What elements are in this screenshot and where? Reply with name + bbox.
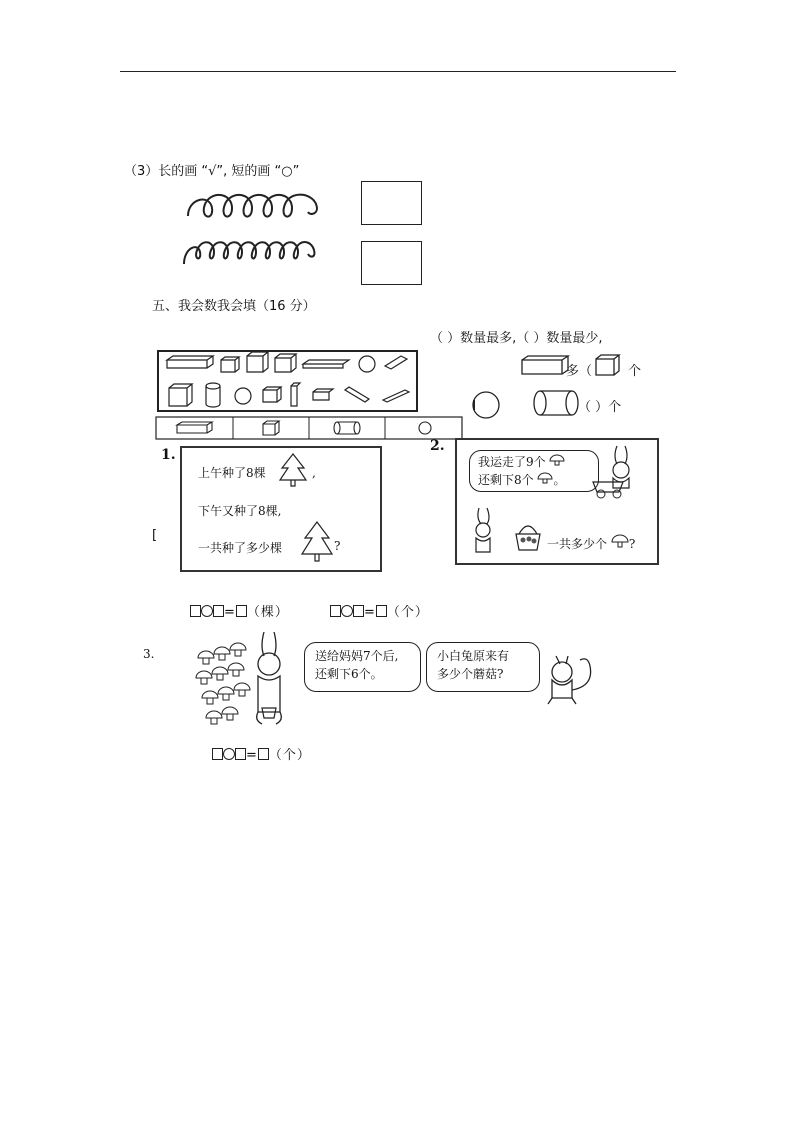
answer-box[interactable] (236, 605, 247, 617)
squirrel-illustration (540, 650, 596, 710)
p3-bubble-2 (426, 642, 540, 692)
p3-bubble-1 (304, 642, 421, 692)
p3-bubble1-line1: 送给妈妈7个后, (315, 649, 399, 663)
tree-icon (278, 452, 308, 490)
p2-bubble-end: 。 (553, 473, 566, 487)
fill-row2-text: （ ）个 (578, 400, 622, 415)
p1-comma: , (312, 466, 316, 480)
p1-line1: 上午种了8棵 (198, 466, 266, 480)
blank-box[interactable] (353, 605, 364, 617)
rabbit-illustration (465, 506, 505, 558)
mushroom-icon-3 (611, 534, 629, 548)
answer-box-1[interactable] (361, 181, 422, 225)
mushroom-icon (549, 454, 565, 466)
equals-sign: = (224, 605, 236, 620)
mushrooms-rabbit-illustration (192, 628, 300, 730)
p2-qmark: ? (628, 537, 636, 551)
shapes-panel (155, 348, 420, 414)
answer-box[interactable] (376, 605, 387, 617)
fill-row1-unit: 个 (628, 364, 642, 379)
p3-bubble2-line2: 多少个蘑菇? (437, 667, 504, 681)
p2-bubble-line1: 我运走了9个 (478, 455, 546, 469)
p2-question (547, 534, 635, 552)
blank-box[interactable] (330, 605, 341, 617)
p2-bubble-line2: 还剩下8个 (478, 473, 534, 487)
count-question: （ ）数量最多,（ ）数量最少, (430, 331, 603, 346)
equation-3 (212, 744, 311, 763)
blank-box[interactable] (212, 748, 223, 760)
cube-icon (594, 353, 622, 377)
problem3-number: 3. (143, 647, 155, 661)
unit-label: （个） (268, 748, 311, 763)
p3-bubble1-line2: 还剩下6个。 (315, 667, 383, 681)
count-table (155, 416, 465, 442)
blank-box[interactable] (190, 605, 201, 617)
mushroom-icon-2 (537, 472, 553, 484)
p3-bubble2-line1: 小白兔原来有 (437, 649, 510, 663)
sphere-icon (468, 388, 504, 422)
operator-circle[interactable] (201, 605, 213, 617)
cylinder-icon (530, 388, 582, 418)
section5-title: 五、我会数我会填（16 分） (152, 299, 316, 314)
long-spiral-dense (180, 234, 330, 270)
operator-circle[interactable] (341, 605, 353, 617)
q3-label: （3）长的画 “√”, 短的画 “○” (124, 164, 300, 179)
problem2-number: 2. (430, 438, 445, 454)
operator-circle[interactable] (223, 748, 235, 760)
equals-sign: = (246, 748, 258, 763)
problem1-number: 1. (161, 447, 176, 463)
cuboid-icon (520, 354, 572, 376)
equation-2 (330, 601, 429, 620)
p2-bubble (469, 450, 599, 492)
p1-line2: 下午又种了8棵, (198, 504, 282, 518)
unit-label: （棵） (246, 605, 289, 620)
basket-illustration (513, 518, 543, 554)
problem2-picture (455, 438, 659, 565)
p2-question-text: 一共多少个 (547, 537, 608, 551)
fill-row1-text: 多（ (566, 364, 593, 379)
p1-line3: 一共种了多少棵 (198, 541, 283, 555)
blank-box[interactable] (213, 605, 224, 617)
rabbit-cart-illustration (589, 444, 651, 502)
long-spiral-short (180, 188, 330, 228)
p1-qmark: ? (334, 539, 341, 553)
stray-bracket: [ (152, 528, 158, 543)
unit-label: （个） (386, 605, 429, 620)
equals-sign: = (364, 605, 376, 620)
header-rule (120, 71, 676, 72)
equation-1 (190, 601, 289, 620)
tree-icon-2 (300, 520, 334, 564)
answer-box-2[interactable] (361, 241, 422, 285)
blank-box[interactable] (235, 748, 246, 760)
problem1-picture (180, 446, 382, 572)
answer-box[interactable] (258, 748, 269, 760)
